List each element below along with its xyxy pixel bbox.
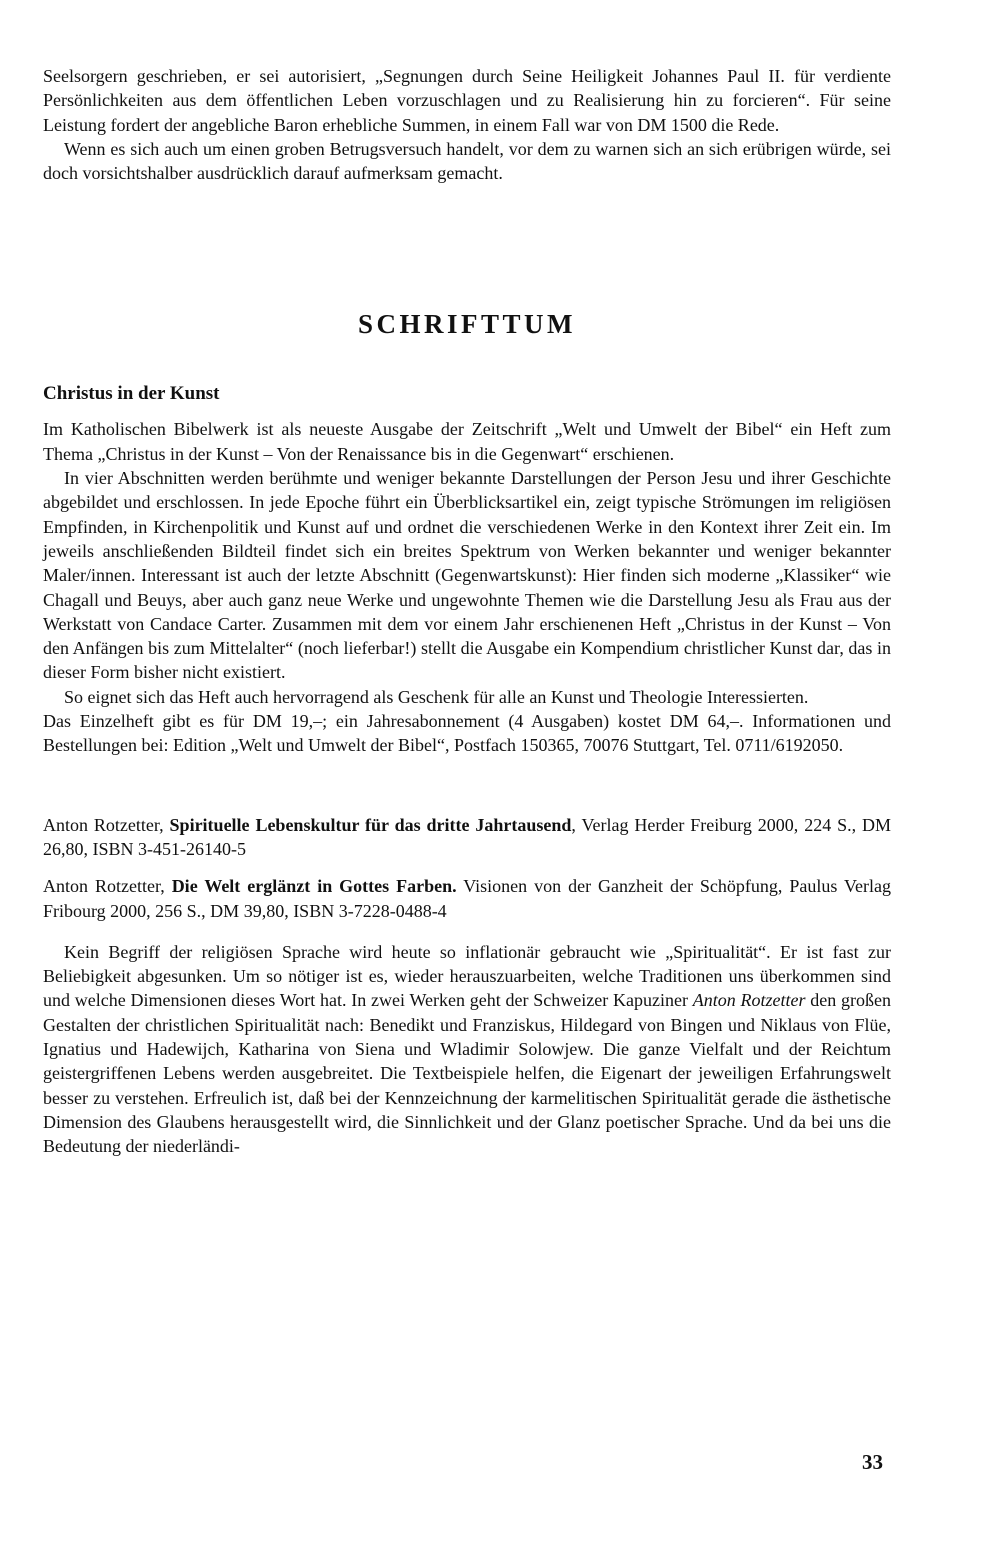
- book-entry-1: [43, 813, 891, 862]
- book-author: Anton Rotzetter,: [43, 814, 170, 835]
- article-paragraph-3: So eignet sich das Heft auch hervorragend als Geschenk für alle an Kunst und Theologie Interessierten.: [64, 686, 809, 707]
- review-paragraph: [43, 940, 891, 1159]
- article-paragraph-1: Im Katholischen Bibelwerk ist als neueste Ausgabe der Zeitschrift „Welt und Umwelt der Bibel“ ein Heft zum Thema „Christus in der Kunst – Von der Renaissance bis in die Gegenwart“ erschienen.: [43, 419, 891, 464]
- top-paragraph-1: Seelsorgern geschrieben, er sei autorisiert, „Segnungen durch Seine Heiligkeit Johannes Paul II. für verdiente Persönlichkeiten aus dem öffentlichen Leben vorzuschlagen und zu Realisierung hin zu forcieren“. Für seine Leistung fordert der angebliche Baron erhebliche Summen, in einem Fall war von DM 1500 die Rede.: [43, 66, 891, 135]
- book-details: , Verlag Herder Freiburg 2000, 224 S., DM 26,80, ISBN 3-451-26140-5: [43, 814, 892, 859]
- review-text-start: Kein Begriff der religiösen Sprache wird heute so inflationär gebraucht wie „Spiritualität“. Er ist fast zur Beliebigkeit abgesunken. Um so nötiger ist es, wieder herauszuarbeiten, welche Traditionen uns überkommen sind und welche Dimensionen dieses Wort hat. In zwei Werken geht der Schweizer Kapuziner: [43, 941, 891, 1011]
- book-entry-2: [43, 874, 891, 923]
- book-title: Die Welt erglänzt in Gottes Farben.: [171, 876, 457, 897]
- review-text-end: den großen Gestalten der christlichen Spiritualität nach: Benedikt und Franziskus, Hildegard von Bingen und Niklaus von Flüe, Ignatius und Hadewijch, Katharina von Siena und Wladimir Solowjew. Die ganze Vielfalt und der Reichtum geistergriffenen Lebens werden ausgebreitet. Die Textbeispiele helfen, die Eigenart der jeweiligen Erfahrungswelt besser zu verstehen. Erfreulich ist, daß bei der Kennzeichnung der karmelitischen Spiritualität gerade die ästhetische Dimension des Glaubens herausgestellt wird, die Sinnlichkeit und der Glanz poetischer Sprache. Und da bei uns die Bedeutung der niederländi-: [43, 990, 892, 1157]
- section-title: SCHRIFTTUM: [357, 309, 576, 340]
- page-content: [43, 64, 891, 1159]
- article-title: Christus in der Kunst: [43, 383, 220, 405]
- review-author-name: Anton Rotzetter: [692, 990, 806, 1011]
- page-number: 33: [862, 1450, 883, 1474]
- top-paragraph-2: Wenn es sich auch um einen groben Betrugsversuch handelt, vor dem zu warnen sich an sich erübrigen würde, sei doch vorsichtshalber ausdrücklich darauf aufmerksam gemacht.: [43, 138, 891, 184]
- book-details: Visionen von der Ganzheit der Schöpfung, Paulus Verlag Fribourg 2000, 256 S., DM 39,80, ISBN 3-7228-0488-4: [43, 876, 892, 921]
- book-author: Anton Rotzetter,: [43, 876, 172, 897]
- book-title: Spirituelle Lebenskultur für das dritte Jahrtausend: [169, 814, 572, 835]
- article-paragraph-2: In vier Abschnitten werden berühmte und weniger bekannte Darstellungen der Person Jesu und ihrer Geschichte abgebildet und erschlossen. In jede Epoche führt ein Überblicksartikel ein, zeigt typische Strömungen im religiösen Empfinden, in Kirchenpolitik und Kunst auf und ordnet die verschiedenen Werke in den Kontext ihrer Zeit ein. Im jeweils anschließenden Bildteil findet sich ein breites Spektrum von Werken bekannter und weniger bekannter Maler/innen. Interessant ist auch der letzte Abschnitt (Gegenwartskunst): Hier finden sich moderne „Klassiker“ wie Chagall und Beuys, aber auch ganz neue Werke und ungewohnte Themen wie die Darstellung Jesu als Frau aus der Werkstatt von Candace Carter. Zusammen mit dem vor einem Jahr erschienenen Heft „Christus in der Kunst – Von den Anfängen bis zum Mittelalter“ (noch lieferbar!) stellt die Ausgabe ein Kompendium christlicher Kunst dar, das in dieser Form bisher nicht existiert.: [43, 468, 891, 683]
- article-paragraph-4: Das Einzelheft gibt es für DM 19,–; ein Jahresabonnement (4 Ausgaben) kostet DM 64,–. Informationen und Bestellungen bei: Edition „Welt und Umwelt der Bibel“, Postfach 150365, 70076 Stuttgart, Tel. 0711/6192050.: [43, 711, 891, 756]
